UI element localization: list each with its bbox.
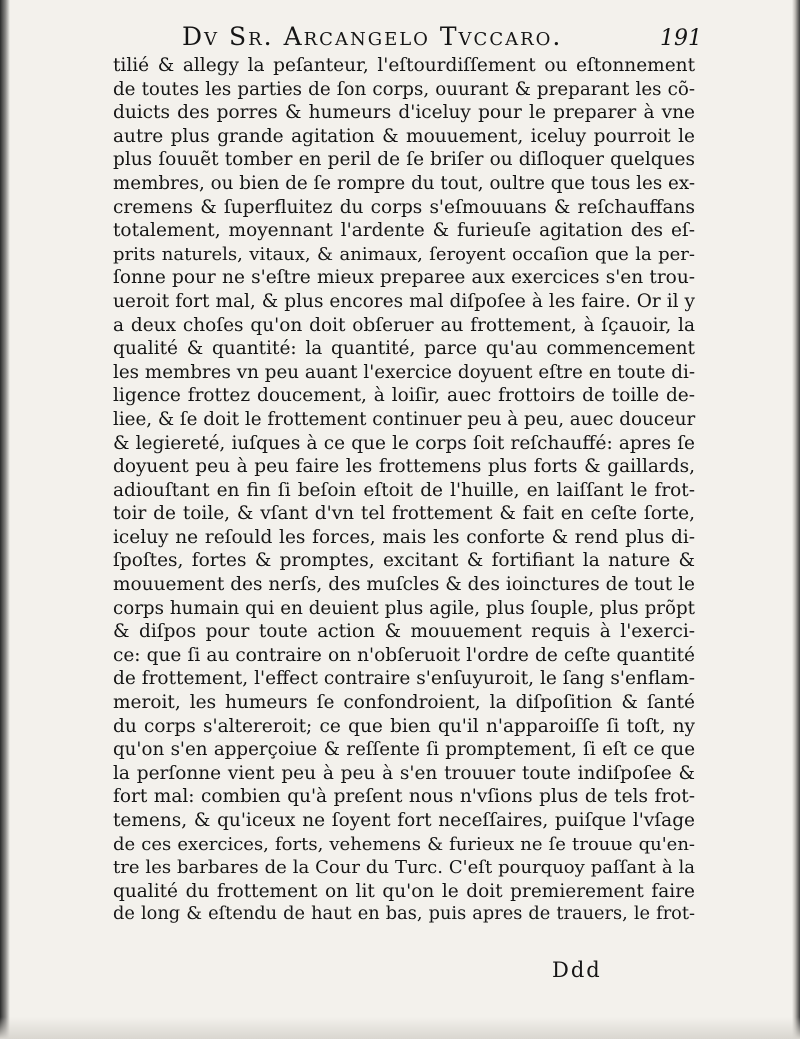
text-line: fort mal: combien qu'à preſent nous n'vſions plus de tels frot- bbox=[113, 786, 695, 808]
text-line: ce: que ſi au contraire on n'obſeruoit l'ordre de ceſte quantité bbox=[113, 644, 695, 666]
running-head bbox=[182, 22, 702, 56]
text-line: a deux choſes qu'on doit obſeruer au frottement, à ſçauoir, la bbox=[113, 314, 695, 336]
text-line: les membres vn peu auant l'exercice doyuent eſtre en toute di- bbox=[113, 361, 695, 383]
text-line: du corps s'altereroit; ce que bien qu'il n'apparoiſſe ſi toſt, ny bbox=[113, 715, 695, 737]
text-line: toir de toile, & vſant d'vn tel frottement & fait en ceſte ſorte, bbox=[113, 503, 695, 525]
text-line: qualité & quantité: la quantité, parce qu'au commencement bbox=[113, 338, 695, 360]
text-line: prits naturels, vitaux, & animaux, ſeroyent occaſion que la per- bbox=[113, 243, 695, 265]
text-line: autre plus grande agitation & mouuement, iceluy pourroit le bbox=[113, 125, 695, 147]
text-line: & legiereté, iuſques à ce que le corps ſoit reſchauffé: apres ſe bbox=[113, 432, 695, 454]
text-line: plus ſouuẽt tomber en peril de ſe briſer ou diſloquer quelques bbox=[113, 149, 695, 171]
text-line: qu'on s'en apperçoiue & reſſente ſi promptement, ſi eſt ce que bbox=[113, 739, 695, 761]
page-left-edge-shadow bbox=[0, 0, 10, 1039]
text-line: de ces exercices, forts, vehemens & furieux ne ſe trouue qu'en- bbox=[113, 833, 695, 855]
text-line: doyuent peu à peu faire les frottemens plus forts & gaillards, bbox=[113, 456, 695, 478]
text-line: de toutes les parties de ſon corps, ouurant & preparant les cõ- bbox=[113, 78, 695, 100]
signature-mark: Ddd bbox=[552, 958, 602, 982]
text-line: iceluy ne reſould les forces, mais les conforte & rend plus di- bbox=[113, 526, 695, 548]
text-line: cremens & ſuperfluitez du corps s'eſmouuans & reſchauffans bbox=[113, 196, 695, 218]
text-line: temens, & qu'iceux ne ſoyent fort neceſſaires, puiſque l'vſage bbox=[113, 810, 695, 831]
text-line: de long & eſtendu de haut en bas, puis apres de trauers, le frot- bbox=[113, 904, 695, 925]
text-line: & diſpos pour toute action & mouuement requis à l'exerci- bbox=[113, 621, 695, 643]
page-number: 191 bbox=[660, 26, 702, 51]
text-line: membres, ou bien de ſe rompre du tout, oultre que tous les ex- bbox=[113, 172, 695, 194]
text-line: duicts des porres & humeurs d'iceluy pour le preparer à vne bbox=[113, 102, 695, 124]
text-line: tre les barbares de la Cour du Turc. C'eſt pourquoy paſſant à la bbox=[113, 857, 695, 879]
running-title: Dv Sr. Arcangelo Tvccaro. bbox=[182, 22, 563, 51]
text-line: ſpoſtes, fortes & promptes, excitant & fortifiant la nature & bbox=[113, 550, 695, 572]
text-line: adiouſtant en fin ſi beſoin eſtoit de l'huille, en laiſſant le frot- bbox=[113, 479, 695, 501]
text-line: liee, & ſe doit le frottement continuer peu à peu, auec douceur bbox=[113, 408, 696, 430]
text-line: corps humain qui en deuient plus agile, plus ſouple, plus prõpt bbox=[113, 597, 695, 619]
page-right-edge-shadow bbox=[792, 0, 800, 1039]
body-text bbox=[113, 54, 695, 927]
text-line: ligence frottez doucement, à loiſir, auec frottoirs de toille de- bbox=[113, 385, 695, 407]
text-line: la perſonne vient peu à peu à s'en trouuer toute indiſpoſee & bbox=[113, 762, 695, 784]
text-line: totalement, moyennant l'ardente & furieuſe agitation des eſ- bbox=[113, 220, 695, 242]
page-bottom-edge bbox=[0, 1017, 800, 1039]
text-line: mouuement des nerſs, des muſcles & des ioinctures de tout le bbox=[113, 574, 695, 596]
text-line: qualité du frottement on lit qu'on le doit premierement faire bbox=[113, 880, 695, 902]
text-line: ſonne pour ne s'eſtre mieux preparee aux exercices s'en trou- bbox=[113, 267, 695, 289]
text-line: de frottement, l'effect contraire s'enſuyuroit, le ſang s'enflam- bbox=[113, 668, 695, 690]
text-line: meroit, les humeurs ſe confondroient, la diſpoſition & ſanté bbox=[113, 692, 695, 714]
text-line: tilié & allegy la peſanteur, l'eſtourdiſſement ou eſtonnement bbox=[113, 55, 695, 76]
text-line: ueroit fort mal, & plus encores mal diſpoſee à les faire. Or il y bbox=[113, 290, 695, 312]
